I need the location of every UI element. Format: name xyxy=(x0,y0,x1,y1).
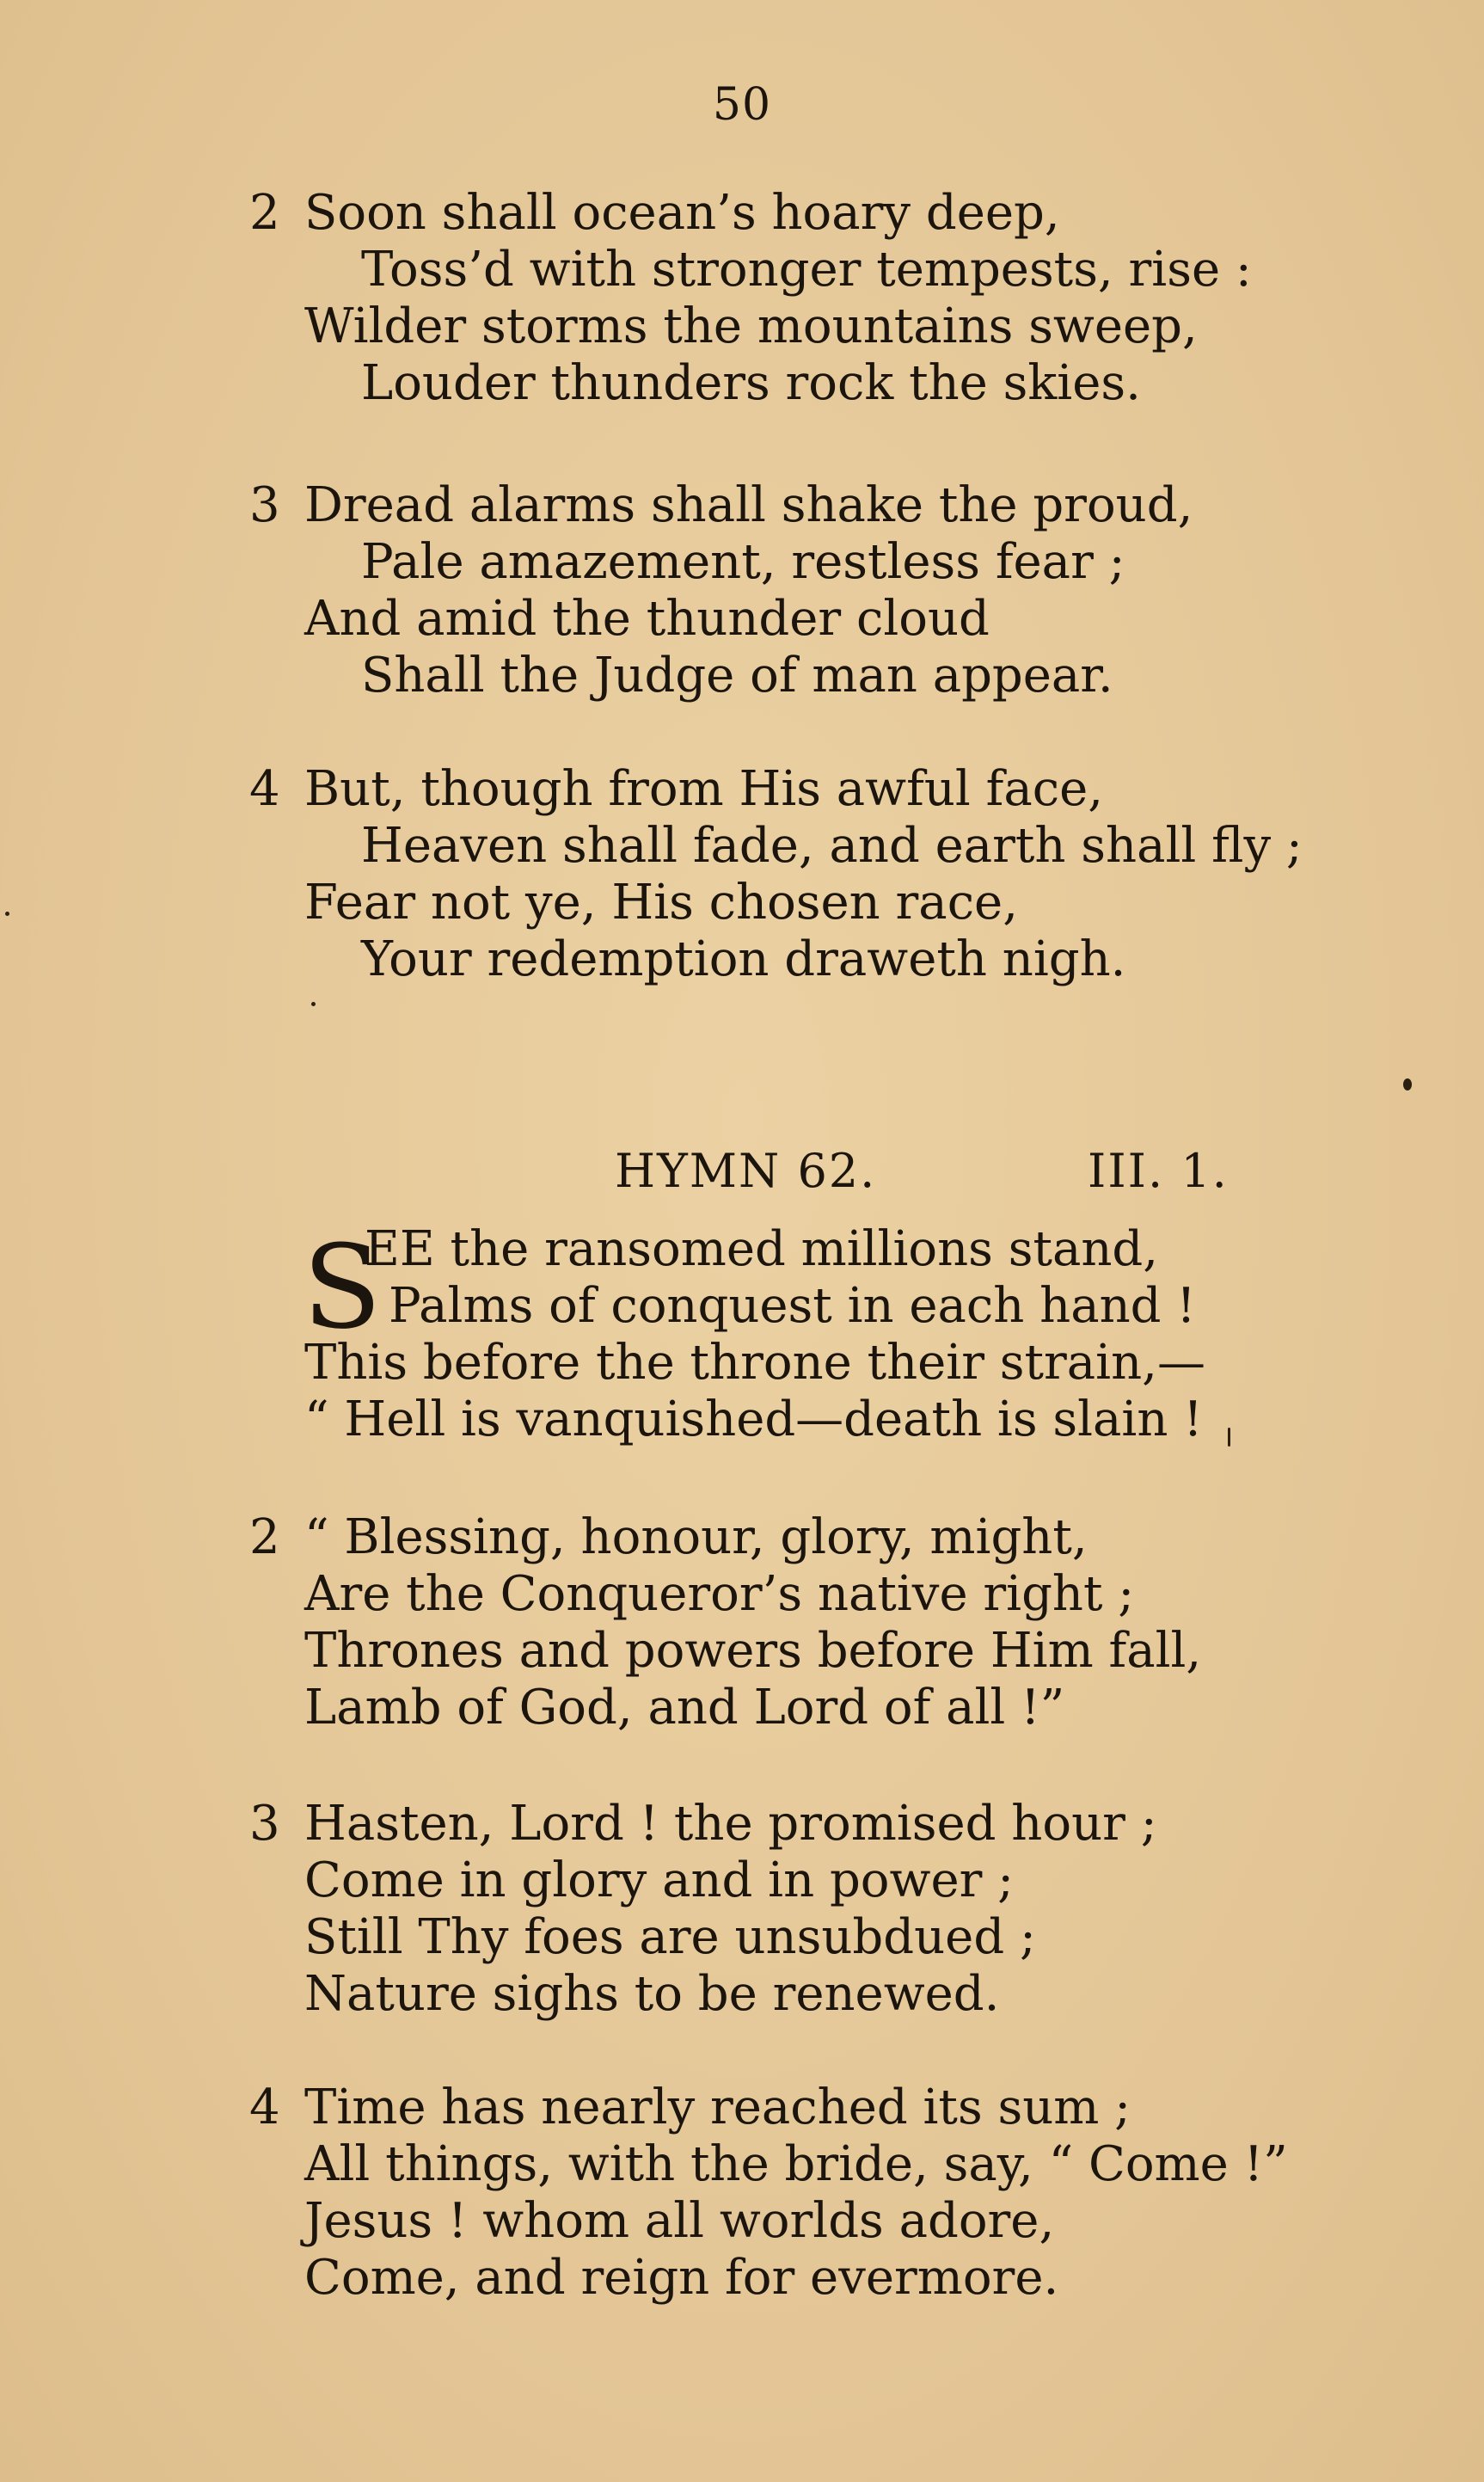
verse-line xyxy=(249,2193,1384,2250)
verse-text: Hasten, Lord ! the promised hour ; xyxy=(304,1796,1157,1852)
verse-text: Toss’d with stronger tempests, rise : xyxy=(361,242,1252,298)
verse-line xyxy=(249,1278,1384,1335)
verse-text: “ Hell is vanquished—death is slain ! xyxy=(304,1392,1203,1447)
verse-text: Louder thunders rock the skies. xyxy=(361,355,1141,411)
hymn-heading xyxy=(0,1144,1484,1204)
stanza-number: 4 xyxy=(249,761,280,817)
verse-text: Still Thy foes are unsubdued ; xyxy=(304,1909,1036,1965)
stanza-61-2 xyxy=(249,185,1384,412)
stanza-62-1 xyxy=(249,1221,1384,1448)
verse-text: EE the ransomed millions stand, xyxy=(365,1221,1159,1277)
drop-cap: S xyxy=(303,1220,382,1355)
verse-line xyxy=(249,534,1384,591)
hymn-title: HYMN 62. xyxy=(615,1144,877,1198)
verse-line xyxy=(249,1221,1384,1278)
stanza-number: 3 xyxy=(249,1796,280,1852)
verse-line xyxy=(249,477,1384,534)
verse-line xyxy=(249,591,1384,648)
verse-line xyxy=(249,1680,1384,1736)
stanza-62-4 xyxy=(249,2080,1384,2307)
verse-text: Soon shall ocean’s hoary deep, xyxy=(304,185,1060,241)
verse-text: Lamb of God, and Lord of all !” xyxy=(304,1680,1065,1736)
ink-speck xyxy=(1403,1078,1412,1090)
hymn-meter: III. 1. xyxy=(1088,1144,1229,1198)
stanza-61-4 xyxy=(249,761,1384,988)
verse-line xyxy=(249,1852,1384,1909)
verse-text: Your redemption draweth nigh. xyxy=(361,931,1126,987)
verse-line xyxy=(249,1796,1384,1852)
stanza-62-2 xyxy=(249,1509,1384,1736)
verse-text: Come, and reign for evermore. xyxy=(304,2250,1059,2306)
stanza-61-3 xyxy=(249,477,1384,704)
verse-text: Fear not ye, His chosen race, xyxy=(304,875,1018,931)
verse-text: But, though from His awful face, xyxy=(304,761,1104,817)
verse-text: Come in glory and in power ; xyxy=(304,1852,1015,1908)
verse-line xyxy=(249,242,1384,298)
verse-text: Jesus ! whom all worlds adore, xyxy=(304,2193,1055,2249)
verse-text: This before the throne their strain,— xyxy=(304,1335,1205,1391)
stanza-number: 2 xyxy=(249,185,280,241)
verse-line xyxy=(249,761,1384,818)
verse-text: Heaven shall fade, and earth shall fly ; xyxy=(361,818,1303,874)
verse-line xyxy=(249,1909,1384,1966)
verse-text: Pale amazement, restless fear ; xyxy=(361,534,1125,590)
stanza-number: 3 xyxy=(249,477,280,533)
verse-text: Palms of conquest in each hand ! xyxy=(389,1278,1196,1334)
verse-line xyxy=(249,355,1384,412)
verse-text: Dread alarms shall shake the proud, xyxy=(304,477,1193,533)
verse-text: Shall the Judge of man appear. xyxy=(361,648,1113,703)
stanza-number: 4 xyxy=(249,2080,280,2135)
verse-text: And amid the thunder cloud xyxy=(304,591,990,647)
verse-line xyxy=(249,298,1384,355)
verse-line xyxy=(249,1335,1384,1392)
verse-line xyxy=(249,1966,1384,2023)
verse-text: Wilder storms the mountains sweep, xyxy=(304,298,1198,354)
stanza-62-3 xyxy=(249,1796,1384,2023)
ink-speck xyxy=(5,912,9,916)
verse-line xyxy=(249,185,1384,242)
verse-text: “ Blessing, honour, glory, might, xyxy=(304,1509,1088,1565)
verse-text: Time has nearly reached its sum ; xyxy=(304,2080,1131,2135)
verse-text: Thrones and powers before Him fall, xyxy=(304,1623,1202,1679)
verse-line xyxy=(249,2136,1384,2193)
page-number: 50 xyxy=(712,79,772,131)
verse-line xyxy=(249,648,1384,704)
stanza-number: 2 xyxy=(249,1509,280,1565)
verse-line xyxy=(249,875,1384,931)
ink-speck xyxy=(1228,1428,1230,1447)
verse-line xyxy=(249,931,1384,988)
verse-line xyxy=(249,1509,1384,1566)
verse-line xyxy=(249,2250,1384,2307)
verse-text: All things, with the bride, say, “ Come !” xyxy=(304,2136,1288,2192)
verse-line xyxy=(249,2080,1384,2136)
verse-line xyxy=(249,1392,1384,1448)
verse-line xyxy=(249,818,1384,875)
verse-text: Nature sighs to be renewed. xyxy=(304,1966,1000,2022)
verse-text: Are the Conqueror’s native right ; xyxy=(304,1566,1135,1622)
verse-line xyxy=(249,1566,1384,1623)
ink-speck xyxy=(311,1002,316,1006)
verse-line xyxy=(249,1623,1384,1680)
